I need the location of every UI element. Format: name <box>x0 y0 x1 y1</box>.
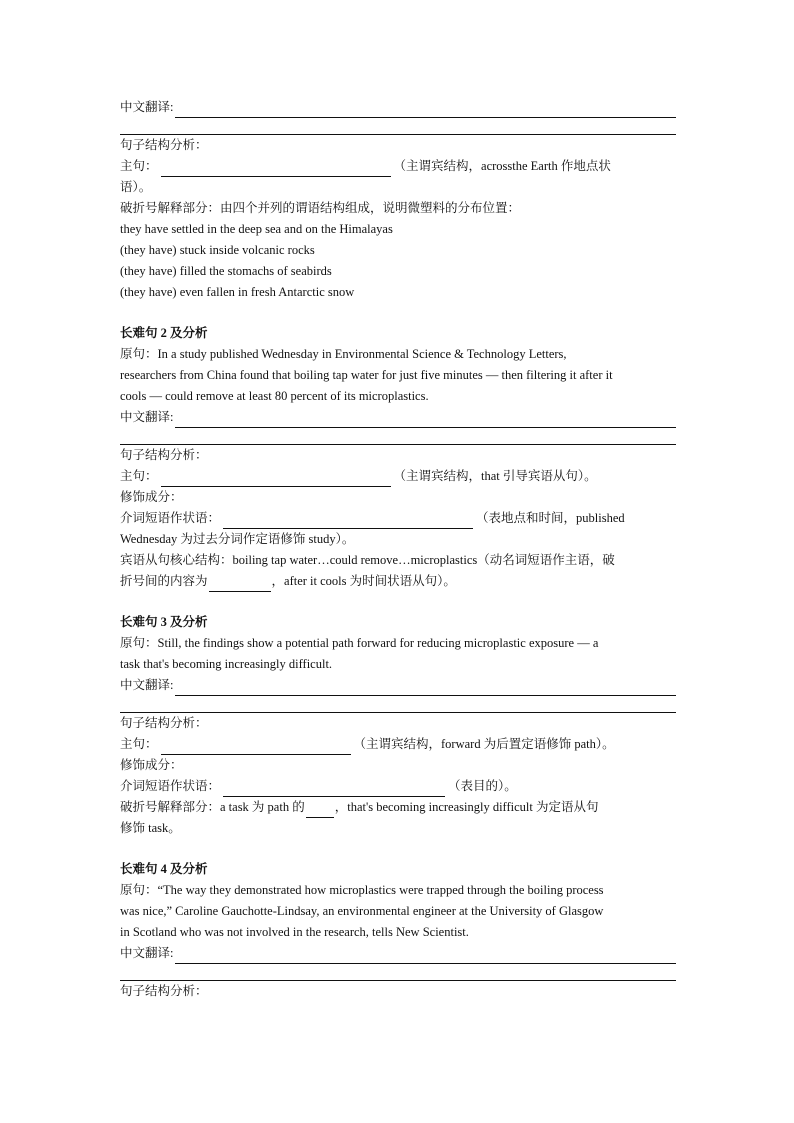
prep-phrase-note: （表目的）。 <box>448 779 517 793</box>
main-clause-label: 主句： <box>120 737 158 751</box>
modifier-label: 修饰成分： <box>120 758 183 772</box>
translation-row <box>120 407 676 428</box>
section-heading: 长难句 4 及分析 <box>120 862 208 876</box>
prep-phrase-label: 介词短语作状语： <box>120 779 221 793</box>
translation-blank[interactable] <box>175 948 676 964</box>
translation-blank-line-2[interactable] <box>120 696 676 713</box>
main-clause-note: （主谓宾结构，that 引导宾语从句）。 <box>393 469 597 483</box>
modifier-label: 修饰成分： <box>120 490 183 504</box>
prep-phrase-row <box>120 508 676 529</box>
original-sentence-line: 原句：In a study published Wednesday in Environmental Science & Technology Letters, <box>120 347 567 361</box>
translation-blank-line-2[interactable] <box>120 964 676 981</box>
dash-explanation-text: 破折号解释部分：a task 为 path 的 <box>120 800 305 814</box>
list-item: they have settled in the deep sea and on the Himalayas <box>120 222 393 236</box>
translation-blank[interactable] <box>175 412 676 428</box>
object-clause-line: 宾语从句核心结构：boiling tap water…could remove…microplastics（动名词短语作主语，破 <box>120 553 615 567</box>
dash-explanation: 破折号解释部分：由四个并列的谓语结构组成，说明微塑料的分布位置： <box>120 201 521 215</box>
list-item: (they have) even fallen in fresh Antarctic snow <box>120 285 355 299</box>
main-clause-label: 主句： <box>120 159 158 173</box>
original-sentence-line: task that's becoming increasingly difficult. <box>120 657 333 671</box>
original-sentence-line: in Scotland who was not involved in the research, tells New Scientist. <box>120 925 469 939</box>
main-clause-row <box>120 466 676 487</box>
translation-row <box>120 675 676 696</box>
dash-content-blank[interactable] <box>209 576 271 592</box>
structure-label: 句子结构分析： <box>120 984 208 998</box>
structure-label: 句子结构分析： <box>120 138 208 152</box>
prep-phrase-note-cont: Wednesday 为过去分词作定语修饰 study）。 <box>120 532 355 546</box>
object-clause-row <box>120 571 676 592</box>
prep-phrase-label: 介词短语作状语： <box>120 511 221 525</box>
translation-blank[interactable] <box>175 680 676 696</box>
prep-phrase-note: （表地点和时间，published <box>476 511 625 525</box>
list-item: (they have) filled the stomachs of seabirds <box>120 264 332 278</box>
appositive-blank[interactable] <box>306 802 334 818</box>
translation-blank[interactable] <box>175 102 676 118</box>
main-clause-blank[interactable] <box>161 739 351 755</box>
dash-explanation-text: ，that's becoming increasingly difficult 为定语从句 <box>334 800 599 814</box>
main-clause-row <box>120 734 676 755</box>
translation-label: 中文翻译: <box>120 100 174 114</box>
worksheet-page <box>120 97 676 1002</box>
object-clause-text: ，after it cools 为时间状语从句）。 <box>271 574 456 588</box>
main-clause-row <box>120 156 676 177</box>
translation-row <box>120 97 676 118</box>
section-heading: 长难句 2 及分析 <box>120 326 208 340</box>
original-sentence-line: researchers from China found that boiling tap water for just five minutes — then filtering it after it <box>120 368 613 382</box>
translation-label: 中文翻译: <box>120 410 174 424</box>
structure-label: 句子结构分析： <box>120 448 208 462</box>
translation-blank-line-2[interactable] <box>120 118 676 135</box>
section-heading: 长难句 3 及分析 <box>120 615 208 629</box>
prep-phrase-blank[interactable] <box>223 781 445 797</box>
object-clause-text: 折号间的内容为 <box>120 574 208 588</box>
main-clause-label: 主句： <box>120 469 158 483</box>
main-clause-note-cont: 语）。 <box>120 180 152 194</box>
prep-phrase-row <box>120 776 676 797</box>
original-sentence-line: cools — could remove at least 80 percent of its microplastics. <box>120 389 429 403</box>
translation-blank-line-2[interactable] <box>120 428 676 445</box>
structure-label: 句子结构分析： <box>120 716 208 730</box>
translation-label: 中文翻译: <box>120 946 174 960</box>
main-clause-blank[interactable] <box>161 471 391 487</box>
dash-explanation-cont: 修饰 task。 <box>120 821 181 835</box>
dash-explanation-row <box>120 797 676 818</box>
prep-phrase-blank[interactable] <box>223 513 473 529</box>
translation-row <box>120 943 676 964</box>
main-clause-note: （主谓宾结构，forward 为后置定语修饰 path）。 <box>353 737 615 751</box>
translation-label: 中文翻译: <box>120 678 174 692</box>
main-clause-blank[interactable] <box>161 161 391 177</box>
original-sentence-line: 原句：Still, the findings show a potential path forward for reducing microplastic exposure — a <box>120 636 599 650</box>
main-clause-note: （主谓宾结构，acrossthe Earth 作地点状 <box>393 159 611 173</box>
list-item: (they have) stuck inside volcanic rocks <box>120 243 315 257</box>
original-sentence-line: was nice,” Caroline Gauchotte-Lindsay, an environmental engineer at the University of Glasgow <box>120 904 604 918</box>
original-sentence-line: 原句：“The way they demonstrated how microplastics were trapped through the boiling process <box>120 883 604 897</box>
